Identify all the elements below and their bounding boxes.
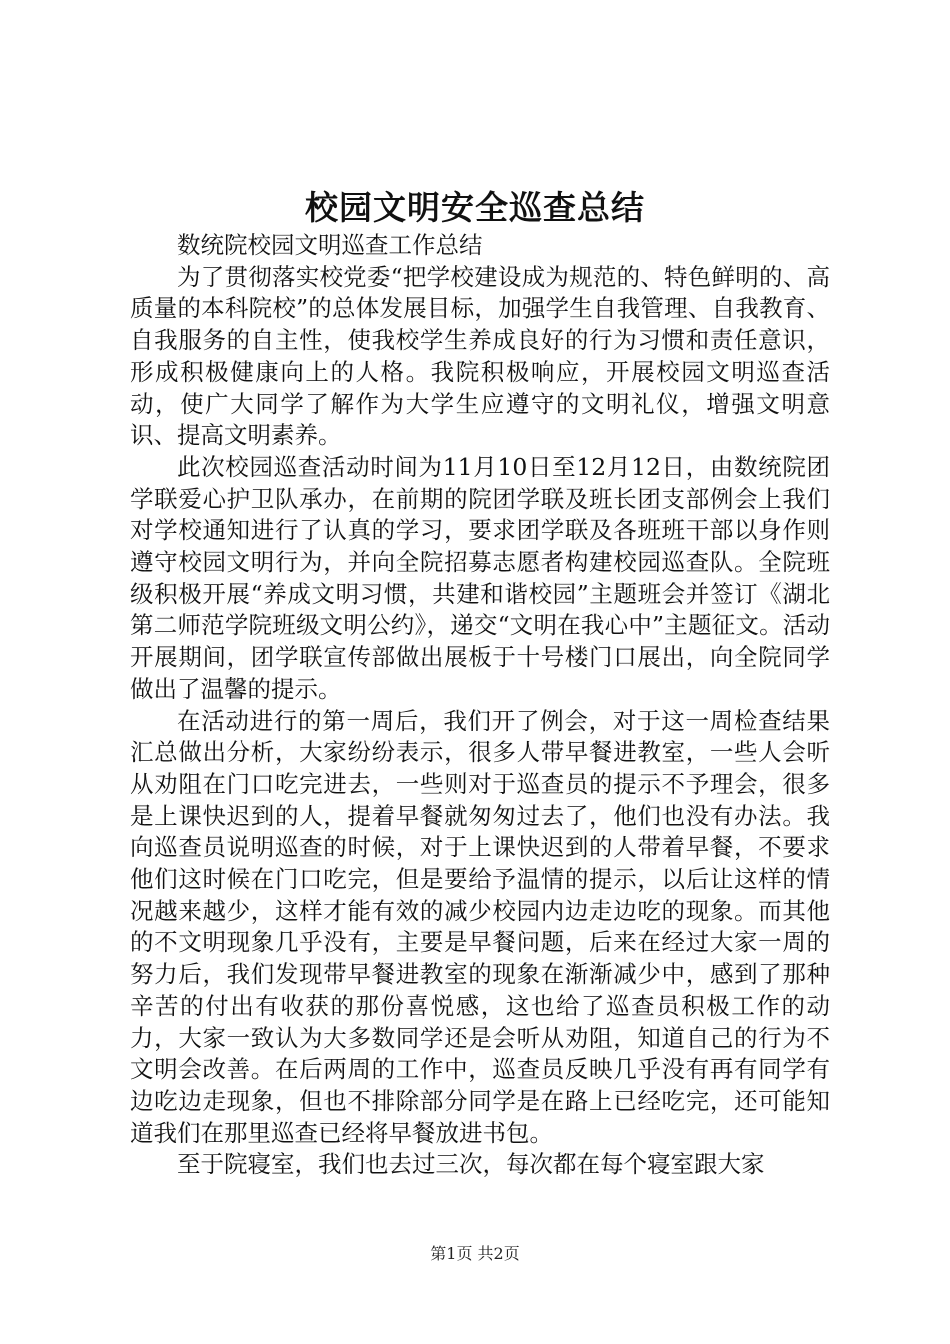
- paragraph: 至于院寝室，我们也去过三次，每次都在每个寝室跟大家: [177, 1150, 765, 1179]
- page-footer: 第1页 共2页: [430, 1244, 520, 1263]
- paragraph: 为了贯彻落实校党委“把学校建设成为规范的、特色鲜明的、高质量的本科院校”的总体发展目标，加强学生自我管理、自我教育、自我服务的自主性，使我校学生养成良好的行为习惯和责任意识，形成积极健康向上的人格。我院积极响应，开展校园文明巡查活动，使广大同学了解作为大学生应遵守的文明礼仪，增强文明意识、提高文明素养。: [130, 262, 830, 450]
- paragraph: 在活动进行的第一周后，我们开了例会，对于这一周检查结果汇总做出分析，大家纷纷表示，很多人带早餐进教室，一些人会听从劝阻在门口吃完进去，一些则对于巡查员的提示不予理会，很多是上课快迟到的人，提着早餐就匆匆过去了，他们也没有办法。我向巡查员说明巡查的时候，对于上课快迟到的人带着早餐，不要求他们这时候在门口吃完，但是要给予温情的提示，以后让这样的情况越来越少，这样才能有效的减少校园内边走边吃的现象。而其他的不文明现象几乎没有，主要是早餐问题，后来在经过大家一周的努力后，我们发现带早餐进教室的现象在渐渐减少中，感到了那种辛苦的付出有收获的那份喜悦感，这也给了巡查员积极工作的动力，大家一致认为大多数同学还是会听从劝阻，知道自己的行为不文明会改善。在后两周的工作中，巡查员反映几乎没有再有同学有边吃边走现象，但也不排除部分同学是在路上已经吃完，还可能知道我们在那里巡查已经将早餐放进书包。: [130, 706, 830, 1147]
- document-title: 校园文明安全巡查总结: [305, 188, 645, 227]
- document-body: [130, 230, 830, 1181]
- paragraph: 此次校园巡查活动时间为11月10日至12月12日，由数统院团学联爱心护卫队承办，在前期的院团学联及班长团支部例会上我们对学校通知进行了认真的学习，要求团学联及各班班干部以身作则遵守校园文明行为，并向全院招募志愿者构建校园巡查队。全院班级积极开展“养成文明习惯，共建和谐校园”主题班会并签订《湖北第二师范学院班级文明公约》，递交“文明在我心中”主题征文。活动开展期间，团学联宣传部做出展板于十号楼门口展出，向全院同学做出了温馨的提示。: [130, 452, 830, 703]
- paragraph-subtitle: 数统院校园文明巡查工作总结: [177, 231, 483, 259]
